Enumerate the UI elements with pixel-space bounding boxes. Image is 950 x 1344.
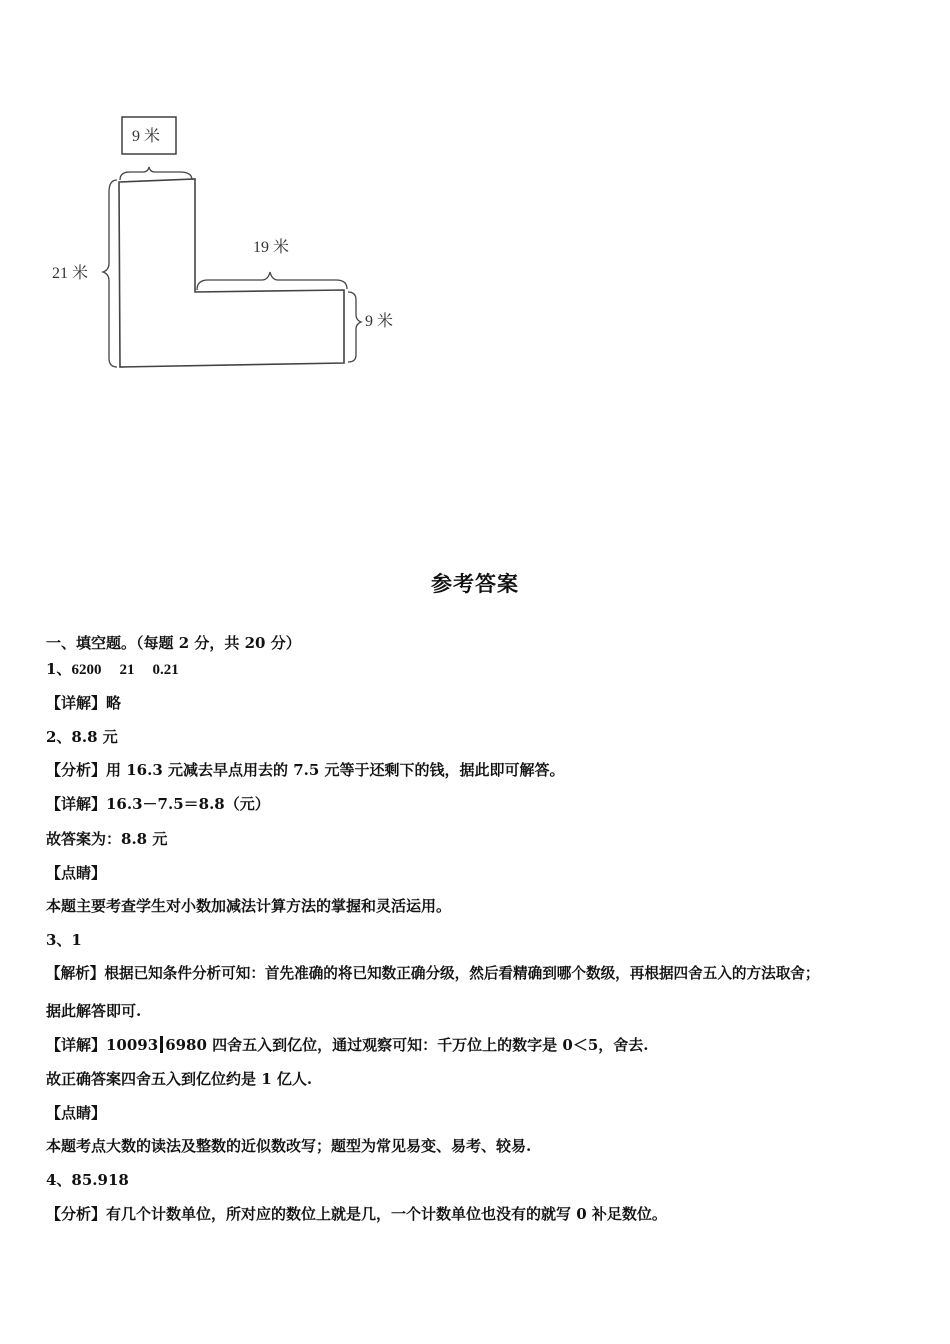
q1-detail: 【详解】略 xyxy=(46,694,122,712)
q3-detail-prefix: 【详解】10093 xyxy=(46,1036,159,1054)
arm-brace xyxy=(197,272,347,290)
q3-analysis-1: 【解析】根据已知条件分析可知：首先准确的将已知数正确分级，然后看精确到哪个数级，再根据四舍五入的方法取舍； xyxy=(46,965,820,982)
q2-header: 2、8.8 元 xyxy=(46,728,118,746)
q1-answer-3: 0.21 xyxy=(152,662,179,678)
q2-answer: 故答案为：8.8 元 xyxy=(46,830,168,848)
q3-analysis-2: 据此解答即可. xyxy=(46,1002,142,1020)
q1-number: 1、 xyxy=(46,660,72,678)
q1-answer-2: 21 xyxy=(119,662,135,678)
q3-detail-suffix: 6980 四舍五入到亿位，通过观察可知：千万位上的数字是 0＜5，舍去. xyxy=(165,1036,649,1054)
q2-detail: 【详解】16.3－7.5＝8.8（元） xyxy=(46,795,270,813)
l-shape-figure xyxy=(40,100,420,390)
digit-separator-bar xyxy=(160,1036,163,1053)
q4-analysis: 【分析】有几个计数单位，所对应的数位上就是几，一个计数单位也没有的就写 0 补足数位。 xyxy=(46,1205,667,1223)
q2-comment: 本题主要考查学生对小数加减法计算方法的掌握和灵活运用。 xyxy=(46,897,452,915)
q2-analysis: 【分析】用 16.3 元减去早点用去的 7.5 元等于还剩下的钱，据此即可解答。 xyxy=(46,761,565,779)
left-brace xyxy=(103,180,117,367)
right-brace xyxy=(348,292,361,362)
q4-header: 4、85.918 xyxy=(46,1171,129,1189)
q3-comment-label: 【点睛】 xyxy=(46,1104,107,1122)
q3-comment: 本题考点大数的读法及整数的近似数改写；题型为常见易变、易考、较易. xyxy=(46,1137,532,1155)
page-title: 参考答案 xyxy=(431,572,519,596)
q3-header: 3、1 xyxy=(46,931,82,949)
top-width-label: 9 米 xyxy=(132,128,161,145)
l-shape-diagram xyxy=(40,100,420,390)
section-heading: 一、填空题。（每题 2 分，共 20 分） xyxy=(46,634,301,652)
q1-answer-1: 6200 xyxy=(71,662,102,678)
l-shape-outline xyxy=(119,179,344,367)
arm-height-label: 9 米 xyxy=(365,313,394,330)
arm-length-label: 19 米 xyxy=(253,239,290,256)
q3-answer: 故正确答案四舍五入到亿位约是 1 亿人. xyxy=(46,1070,313,1088)
top-brace xyxy=(120,167,192,180)
height-label: 21 米 xyxy=(52,265,89,282)
q2-comment-label: 【点睛】 xyxy=(46,864,107,882)
q1-header xyxy=(46,659,179,680)
q3-detail xyxy=(46,1035,648,1055)
